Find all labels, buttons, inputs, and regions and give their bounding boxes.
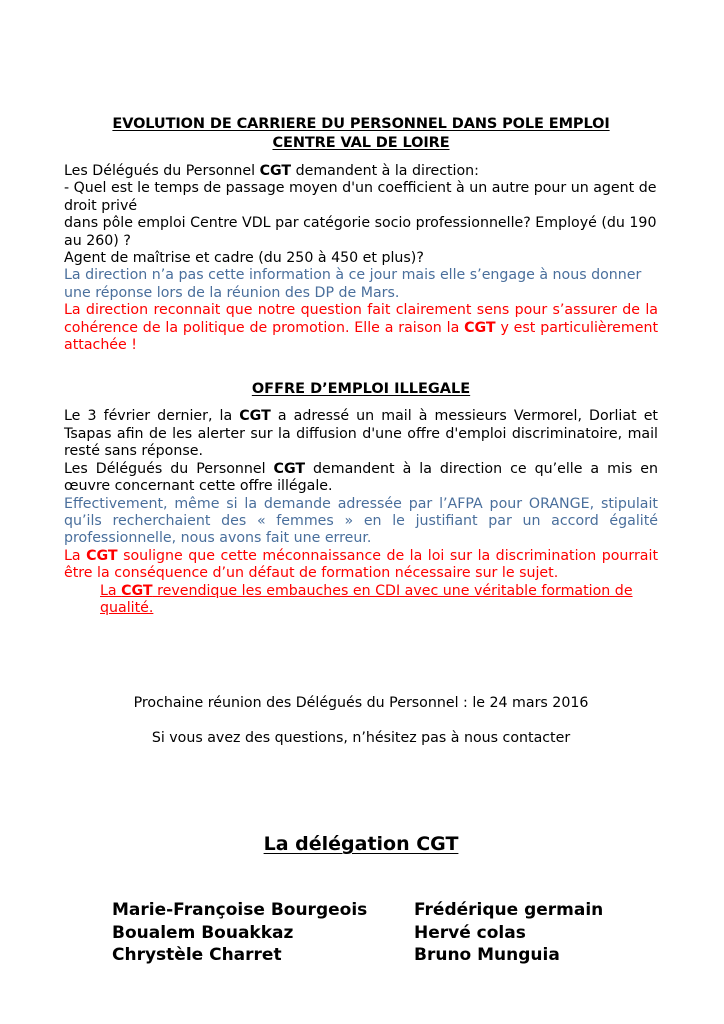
section2-paragraph-1	[64, 408, 658, 460]
list-item: Chrystèle Charret	[112, 945, 282, 966]
section2-p1-post: a adressé un mail à messieurs Vermorel, Dorliat et Tsapas afin de les alerter sur la diffusion d'une offre d'emploi discriminatoire, mail resté sans réponse.	[64, 408, 658, 460]
section1-question-line-2: dans pôle emploi Centre VDL par catégorie socio professionnelle? Employé (du 190 au 260) ?	[64, 215, 657, 249]
section2-red-comment-pre: La	[64, 547, 87, 564]
section2-red-claim-underlined	[100, 583, 633, 616]
section2-red-claim-post: revendique les embauches en CDI avec une véritable formation de qualité.	[100, 582, 633, 616]
section1-red-comment-post: y est particulièrement attachée !	[64, 319, 659, 354]
section1-question-line-1: - Quel est le temps de passage moyen d'un coefficient à un autre pour un agent de droit privé	[64, 180, 657, 214]
section2-blue-answer: Effectivement, même si la demande adressée par l’AFPA pour ORANGE, stipulait qu’ils recherchaient des « femmes » en le justifiant par un accord égalité professionnelle, nous avons fait une erreur.	[64, 495, 658, 547]
contact-text: Si vous avez des questions, n’hésitez pas à nous contacter	[151, 730, 571, 747]
list-item: Marie-Françoise Bourgeois	[112, 900, 368, 921]
section2-red-claim	[64, 583, 658, 618]
section1-intro	[64, 152, 658, 180]
page-title	[64, 0, 658, 152]
cgt-emphasis: CGT	[464, 319, 496, 336]
page-title-line-1: EVOLUTION DE CARRIERE DU PERSONNEL DANS POLE EMPLOI	[112, 116, 610, 132]
section2-red-claim-pre: La	[100, 582, 122, 599]
section2-p1-pre: Le 3 février dernier, la	[64, 408, 240, 425]
section1-intro-post: demandent à la direction:	[291, 163, 479, 179]
page-title-line-2: CENTRE VAL DE LOIRE	[272, 134, 450, 151]
list-item: Boualem Bouakkaz	[112, 922, 294, 943]
cgt-emphasis: CGT	[273, 460, 306, 477]
section1-red-comment-pre: La direction reconnait que notre question fait clairement sens pour s’assurer de la cohérence de la politique de promotion. Elle a raison la	[64, 302, 658, 336]
section2-p2-pre: Les Délégués du Personnel	[64, 460, 274, 477]
delegation-title: La délégation CGT	[263, 833, 459, 856]
section1-red-comment	[64, 302, 658, 354]
section2-red-comment-post: souligne que cette méconnaissance de la loi sur la discrimination pourrait être la conséquence d’un défaut de formation nécessaire sur le sujet.	[64, 547, 659, 582]
next-meeting-text: Prochaine réunion des Délégués du Personnel : le 24 mars 2016	[133, 695, 589, 712]
signatories-block	[64, 855, 658, 967]
section1-intro-pre: Les Délégués du Personnel	[64, 163, 260, 179]
signatories-left-column	[112, 899, 414, 967]
section1-blue-answer: La direction n’a pas cette information à ce jour mais elle s’engage à nous donner une réponse lors de la réunion des DP de Mars.	[64, 267, 642, 301]
cgt-emphasis: CGT	[239, 408, 271, 425]
document-content	[64, 0, 658, 967]
cgt-emphasis: CGT	[121, 582, 153, 599]
section1-question-line-3: Agent de maîtrise et cadre (du 250 à 450 et plus)?	[64, 250, 424, 267]
signatories-right-column	[414, 899, 658, 967]
section2-heading: OFFRE D’EMPLOI ILLEGALE	[251, 381, 471, 398]
cgt-emphasis: CGT	[259, 163, 292, 179]
list-item: Frédérique germain	[414, 900, 604, 921]
section2-red-comment	[64, 548, 658, 583]
cgt-emphasis: CGT	[86, 547, 118, 564]
list-item: Bruno Munguia	[414, 945, 560, 966]
list-item: Hervé colas	[414, 922, 526, 943]
section2-paragraph-2	[64, 461, 658, 496]
section2-p2-post: demandent à la direction ce qu’elle a mis en œuvre concernant cette offre illégale.	[64, 460, 658, 495]
